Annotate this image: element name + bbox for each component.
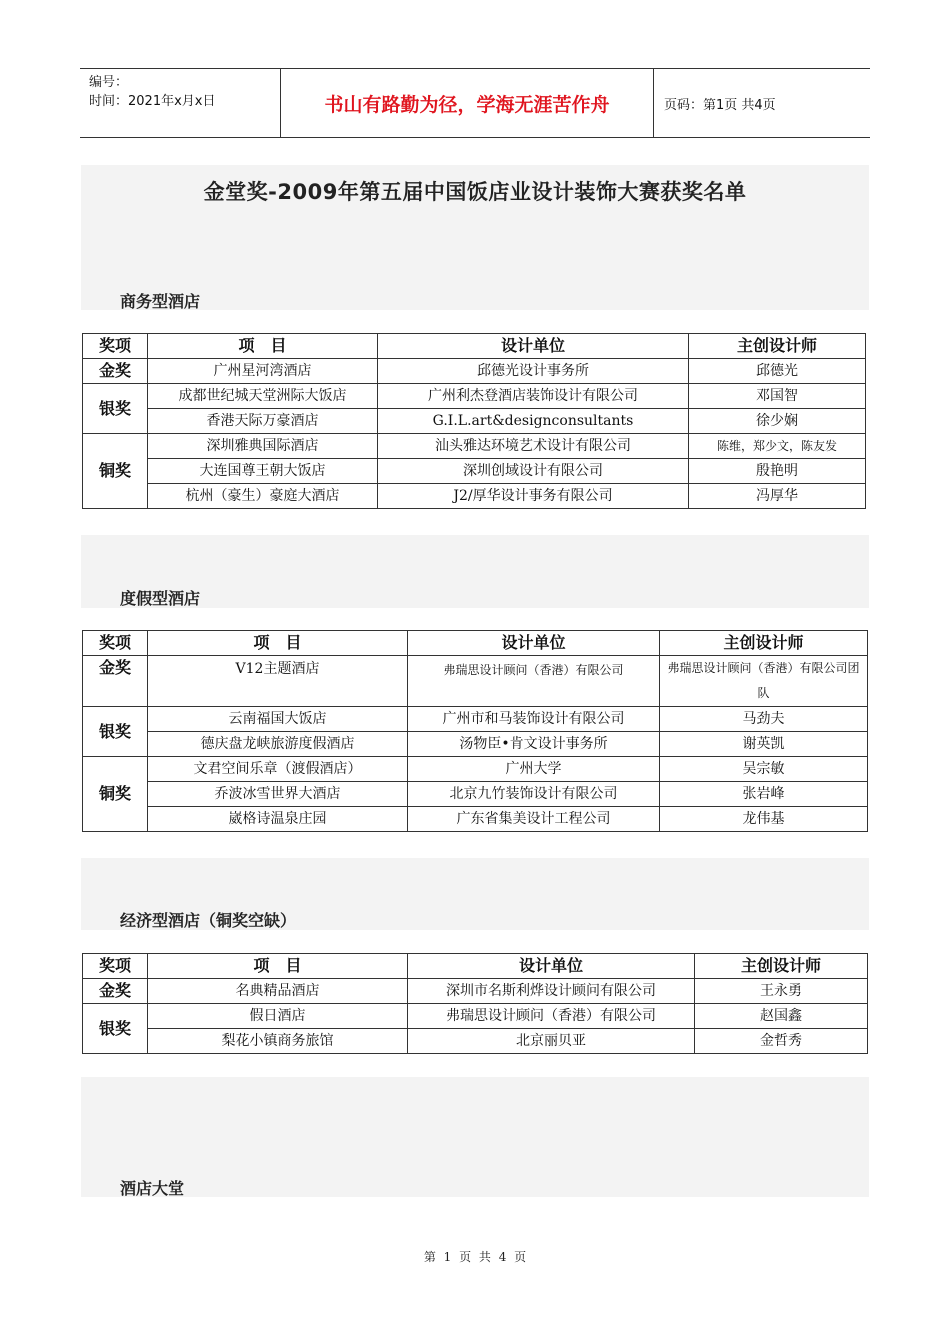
- designer-cell: 殷艳明: [689, 459, 866, 484]
- project-cell: 云南福国大饭店: [148, 707, 408, 732]
- designer-cell: 马劲夫: [660, 707, 868, 732]
- col-design-unit: 设计单位: [408, 631, 660, 656]
- header-page-info: 页码：第1页 共4页: [664, 97, 776, 113]
- table-header-row: [83, 334, 866, 359]
- table-row: [83, 782, 868, 807]
- table-row: [83, 707, 868, 732]
- unit-cell: J2/厚华设计事务有限公司: [378, 484, 689, 509]
- project-cell: 假日酒店: [148, 1004, 408, 1029]
- designer-cell: 谢英凯: [660, 732, 868, 757]
- col-project: 项 目: [148, 334, 378, 359]
- project-cell: 香港天际万豪酒店: [148, 409, 378, 434]
- designer-cell: 冯厚华: [689, 484, 866, 509]
- col-designer: 主创设计师: [689, 334, 866, 359]
- table-row: [83, 807, 868, 832]
- designer-cell: 邓国智: [689, 384, 866, 409]
- col-designer: 主创设计师: [660, 631, 868, 656]
- unit-cell: 汤物臣•肯文设计事务所: [408, 732, 660, 757]
- project-cell: 德庆盘龙峡旅游度假酒店: [148, 732, 408, 757]
- award-cell: 金奖: [83, 979, 148, 1004]
- project-cell: 大连国尊王朝大饭店: [148, 459, 378, 484]
- col-award: 奖项: [83, 631, 148, 656]
- col-designer: 主创设计师: [695, 954, 868, 979]
- table-header-row: [83, 631, 868, 656]
- table-row: [83, 434, 866, 459]
- table-row: [83, 979, 868, 1004]
- table-resort-hotel: [82, 630, 868, 832]
- unit-cell: 广州大学: [408, 757, 660, 782]
- table-row: [83, 484, 866, 509]
- unit-cell: G.I.L.art&designconsultants: [378, 409, 689, 434]
- table-economy-hotel: [82, 953, 868, 1054]
- table-row: [83, 1004, 868, 1029]
- table-row: [83, 384, 866, 409]
- table-row: [83, 757, 868, 782]
- designer-cell: 陈维，郑少文，陈友发: [689, 434, 866, 459]
- time-label: 时间：2021年x月x日: [89, 94, 216, 109]
- document-title: 金堂奖-2009年第五届中国饭店业设计装饰大赛获奖名单: [203, 180, 747, 204]
- project-cell: V12主题酒店: [148, 656, 408, 707]
- award-cell: 金奖: [83, 656, 148, 707]
- table-row: [83, 409, 866, 434]
- unit-cell: 深圳市名斯利烨设计顾问有限公司: [408, 979, 695, 1004]
- designer-cell: 吴宗敏: [660, 757, 868, 782]
- designer-cell: 王永勇: [695, 979, 868, 1004]
- section-band-4: [81, 1077, 869, 1197]
- table-row: [83, 1029, 868, 1054]
- designer-cell: 赵国鑫: [695, 1004, 868, 1029]
- unit-cell: 邱德光设计事务所: [378, 359, 689, 384]
- designer-cell: 金哲秀: [695, 1029, 868, 1054]
- table-row: [83, 656, 868, 707]
- col-award: 奖项: [83, 334, 148, 359]
- page-footer: 第 1 页 共 4 页: [423, 1250, 527, 1264]
- award-cell: 银奖: [83, 1004, 148, 1054]
- unit-cell: 北京丽贝亚: [408, 1029, 695, 1054]
- award-cell: 金奖: [83, 359, 148, 384]
- designer-cell: 弗瑞思设计顾问（香港）有限公司团队: [660, 656, 868, 707]
- project-cell: 广州星河湾酒店: [148, 359, 378, 384]
- unit-cell: 深圳创域设计有限公司: [378, 459, 689, 484]
- designer-cell: 邱德光: [689, 359, 866, 384]
- section-title-economy: 经济型酒店（铜奖空缺）: [120, 911, 297, 930]
- unit-cell: 弗瑞思设计顾问（香港）有限公司: [408, 1004, 695, 1029]
- designer-cell: 徐少娴: [689, 409, 866, 434]
- project-cell: 成都世纪城天堂洲际大饭店: [148, 384, 378, 409]
- col-design-unit: 设计单位: [408, 954, 695, 979]
- header-meta: [80, 69, 281, 137]
- section-title-resort: 度假型酒店: [120, 589, 201, 608]
- award-cell: 铜奖: [83, 434, 148, 509]
- col-award: 奖项: [83, 954, 148, 979]
- unit-cell: 汕头雅达环境艺术设计有限公司: [378, 434, 689, 459]
- project-cell: 梨花小镇商务旅馆: [148, 1029, 408, 1054]
- project-cell: 乔波冰雪世界大酒店: [148, 782, 408, 807]
- table-row: [83, 732, 868, 757]
- award-cell: 铜奖: [83, 757, 148, 832]
- col-project: 项 目: [148, 631, 408, 656]
- section-title-business: 商务型酒店: [120, 292, 201, 311]
- unit-cell: 广州利杰登酒店装饰设计有限公司: [378, 384, 689, 409]
- table-row: [83, 359, 866, 384]
- header-motto: 书山有路勤为径，学海无涯苦作舟: [281, 69, 654, 137]
- table-header-row: [83, 954, 868, 979]
- col-project: 项 目: [148, 954, 408, 979]
- designer-cell: 张岩峰: [660, 782, 868, 807]
- page-header: [80, 68, 870, 138]
- table-row: [83, 459, 866, 484]
- award-cell: 银奖: [83, 707, 148, 757]
- project-cell: 名典精品酒店: [148, 979, 408, 1004]
- unit-cell: 弗瑞思设计顾问（香港）有限公司: [408, 656, 660, 707]
- unit-cell: 广东省集美设计工程公司: [408, 807, 660, 832]
- section-title-lobby: 酒店大堂: [120, 1179, 185, 1198]
- project-cell: 文君空间乐章（渡假酒店）: [148, 757, 408, 782]
- project-cell: 杭州（豪生）豪庭大酒店: [148, 484, 378, 509]
- award-cell: 银奖: [83, 384, 148, 434]
- table-business-hotel: [82, 333, 866, 509]
- unit-cell: 广州市和马装饰设计有限公司: [408, 707, 660, 732]
- project-cell: 崴格诗温泉庄园: [148, 807, 408, 832]
- col-design-unit: 设计单位: [378, 334, 689, 359]
- unit-cell: 北京九竹装饰设计有限公司: [408, 782, 660, 807]
- project-cell: 深圳雅典国际酒店: [148, 434, 378, 459]
- number-label: 编号：: [89, 75, 129, 90]
- designer-cell: 龙伟基: [660, 807, 868, 832]
